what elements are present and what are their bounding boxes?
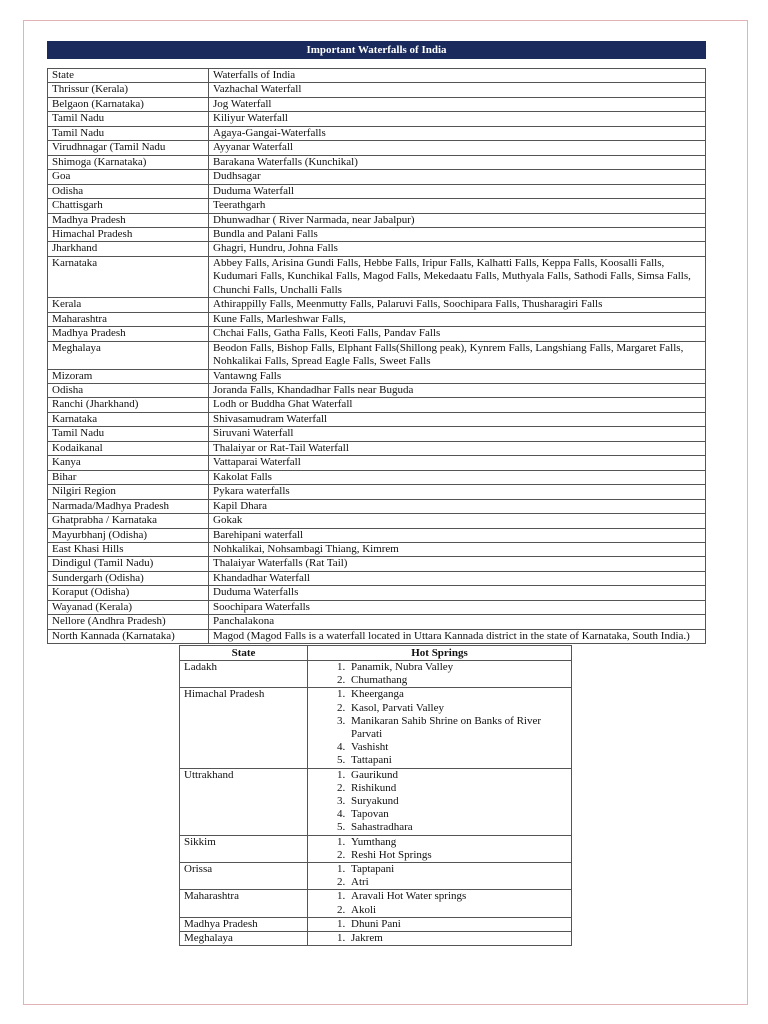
table-row — [48, 456, 706, 470]
list-item: 5. Sahastradhara — [348, 821, 567, 834]
table-row — [48, 341, 706, 369]
table-row — [48, 184, 706, 198]
header-hot-springs: Hot Springs — [308, 646, 572, 661]
waterfalls-table-body — [48, 69, 706, 644]
table-row — [48, 141, 706, 155]
table-row — [180, 835, 572, 862]
waterfalls-cell: Teerathgarh — [209, 199, 706, 213]
table-row — [48, 383, 706, 397]
hot-springs-cell — [308, 863, 572, 890]
table-row — [48, 557, 706, 571]
table-row — [48, 600, 706, 614]
table-row — [48, 256, 706, 297]
state-cell: Thrissur (Kerala) — [48, 83, 209, 97]
table-row — [48, 629, 706, 643]
table-row — [48, 227, 706, 241]
state-cell: Tamil Nadu — [48, 126, 209, 140]
waterfalls-cell: Athirappilly Falls, Meenmutty Falls, Palaruvi Falls, Soochipara Falls, Thusharagiri Falls — [209, 298, 706, 312]
table-row — [48, 312, 706, 326]
state-cell: Kerala — [48, 298, 209, 312]
state-cell: Himachal Pradesh — [48, 227, 209, 241]
list-item: 1. Dhuni Pani — [348, 918, 567, 931]
state-cell: Narmada/Madhya Pradesh — [48, 499, 209, 513]
document-title: Important Waterfalls of India — [47, 41, 706, 59]
table-row — [48, 542, 706, 556]
waterfalls-cell: Agaya-Gangai-Waterfalls — [209, 126, 706, 140]
waterfalls-cell: Barehipani waterfall — [209, 528, 706, 542]
list-item: 2. Reshi Hot Springs — [348, 849, 567, 862]
header-state: State — [180, 646, 308, 661]
state-cell: North Kannada (Karnataka) — [48, 629, 209, 643]
waterfalls-cell: Soochipara Waterfalls — [209, 600, 706, 614]
hot-springs-list — [312, 890, 567, 916]
state-cell: Mizoram — [48, 369, 209, 383]
state-cell: Sikkim — [180, 835, 308, 862]
list-item: 2. Chumathang — [348, 674, 567, 687]
state-cell: Madhya Pradesh — [48, 213, 209, 227]
hot-springs-list — [312, 932, 567, 945]
state-cell: Kodaikanal — [48, 441, 209, 455]
waterfalls-cell: Shivasamudram Waterfall — [209, 412, 706, 426]
hot-springs-list — [312, 863, 567, 889]
list-item: 1. Gaurikund — [348, 769, 567, 782]
waterfalls-cell: Bundla and Palani Falls — [209, 227, 706, 241]
hot-springs-cell — [308, 688, 572, 768]
state-cell: Meghalaya — [48, 341, 209, 369]
table-row — [180, 917, 572, 931]
state-cell: Nilgiri Region — [48, 485, 209, 499]
table-row — [180, 932, 572, 946]
list-item: 1. Kheerganga — [348, 688, 567, 701]
state-cell: Karnataka — [48, 256, 209, 297]
waterfalls-cell: Nohkalikai, Nohsambagi Thiang, Kimrem — [209, 542, 706, 556]
state-cell: Tamil Nadu — [48, 112, 209, 126]
table-row — [180, 768, 572, 835]
table-row — [48, 213, 706, 227]
waterfalls-cell: Joranda Falls, Khandadhar Falls near Buguda — [209, 383, 706, 397]
waterfalls-cell: Vazhachal Waterfall — [209, 83, 706, 97]
table-row — [48, 514, 706, 528]
state-cell: Ranchi (Jharkhand) — [48, 398, 209, 412]
state-cell: Meghalaya — [180, 932, 308, 946]
list-item: 1. Taptapani — [348, 863, 567, 876]
table-row — [48, 126, 706, 140]
state-cell: Ladakh — [180, 661, 308, 688]
list-item: 5. Tattapani — [348, 754, 567, 767]
table-row — [48, 327, 706, 341]
table-row — [48, 298, 706, 312]
hot-springs-list — [312, 836, 567, 862]
state-cell: Tamil Nadu — [48, 427, 209, 441]
table-row — [48, 485, 706, 499]
list-item: 1. Panamik, Nubra Valley — [348, 661, 567, 674]
state-cell: Jharkhand — [48, 242, 209, 256]
list-item: 3. Manikaran Sahib Shrine on Banks of River Parvati — [348, 715, 567, 741]
waterfalls-cell: Kakolat Falls — [209, 470, 706, 484]
state-cell: Wayanad (Kerala) — [48, 600, 209, 614]
waterfalls-table — [47, 68, 706, 644]
state-cell: Koraput (Odisha) — [48, 586, 209, 600]
waterfalls-cell: Vattaparai Waterfall — [209, 456, 706, 470]
table-row — [48, 528, 706, 542]
table-row — [48, 199, 706, 213]
state-cell: Dindigul (Tamil Nadu) — [48, 557, 209, 571]
state-cell: Uttrakhand — [180, 768, 308, 835]
hot-springs-cell — [308, 917, 572, 931]
waterfalls-cell: Kiliyur Waterfall — [209, 112, 706, 126]
waterfalls-cell: Abbey Falls, Arisina Gundi Falls, Hebbe Falls, Iripur Falls, Kalhatti Falls, Keppa Falls, Koosalli Falls, Kudumari Falls, Kunchikal Falls, Magod Falls, Mekedaatu Falls, Muthyala Falls, Sathodi Falls, Simsa Falls, Chunchi Falls, Unchalli Falls — [209, 256, 706, 297]
hot-springs-list — [312, 688, 567, 767]
list-item: 4. Tapovan — [348, 808, 567, 821]
table-row — [48, 412, 706, 426]
header-state: State — [48, 69, 209, 83]
state-cell: Odisha — [48, 184, 209, 198]
table-row — [48, 499, 706, 513]
table-row — [180, 890, 572, 917]
waterfalls-cell: Kune Falls, Marleshwar Falls, — [209, 312, 706, 326]
table-row — [180, 688, 572, 768]
state-cell: Madhya Pradesh — [48, 327, 209, 341]
waterfalls-cell: Chchai Falls, Gatha Falls, Keoti Falls, Pandav Falls — [209, 327, 706, 341]
waterfalls-cell: Vantawng Falls — [209, 369, 706, 383]
state-cell: Maharashtra — [180, 890, 308, 917]
state-cell: Himachal Pradesh — [180, 688, 308, 768]
state-cell: Odisha — [48, 383, 209, 397]
list-item: 2. Kasol, Parvati Valley — [348, 702, 567, 715]
state-cell: Nellore (Andhra Pradesh) — [48, 615, 209, 629]
waterfalls-cell: Magod (Magod Falls is a waterfall located in Uttara Kannada district in the state of Karnataka, South India.) — [209, 629, 706, 643]
table-row — [48, 470, 706, 484]
table-row — [48, 571, 706, 585]
table-header-row — [48, 69, 706, 83]
state-cell: Bihar — [48, 470, 209, 484]
waterfalls-cell: Ayyanar Waterfall — [209, 141, 706, 155]
waterfalls-cell: Gokak — [209, 514, 706, 528]
hot-springs-list — [312, 661, 567, 687]
waterfalls-cell: Barakana Waterfalls (Kunchikal) — [209, 155, 706, 169]
list-item: 1. Aravali Hot Water springs — [348, 890, 567, 903]
waterfalls-cell: Kapil Dhara — [209, 499, 706, 513]
state-cell: Belgaon (Karnataka) — [48, 97, 209, 111]
waterfalls-cell: Dudhsagar — [209, 170, 706, 184]
list-item: 1. Yumthang — [348, 836, 567, 849]
state-cell: Madhya Pradesh — [180, 917, 308, 931]
waterfalls-cell: Thalaiyar or Rat-Tail Waterfall — [209, 441, 706, 455]
hot-springs-table-body — [180, 646, 572, 946]
waterfalls-cell: Khandadhar Waterfall — [209, 571, 706, 585]
state-cell: Karnataka — [48, 412, 209, 426]
table-row — [48, 97, 706, 111]
waterfalls-cell: Beodon Falls, Bishop Falls, Elphant Falls(Shillong peak), Kynrem Falls, Langshiang Falls, Margaret Falls, Nohkalikai Falls, Spread Eagle Falls, Sweet Falls — [209, 341, 706, 369]
waterfalls-cell: Dhunwadhar ( River Narmada, near Jabalpur) — [209, 213, 706, 227]
hot-springs-list — [312, 769, 567, 835]
table-header-row — [180, 646, 572, 661]
waterfalls-cell: Jog Waterfall — [209, 97, 706, 111]
waterfalls-cell: Pykara waterfalls — [209, 485, 706, 499]
waterfalls-cell: Thalaiyar Waterfalls (Rat Tail) — [209, 557, 706, 571]
table-row — [48, 369, 706, 383]
waterfalls-cell: Duduma Waterfalls — [209, 586, 706, 600]
state-cell: Maharashtra — [48, 312, 209, 326]
table-row — [48, 155, 706, 169]
hot-springs-cell — [308, 835, 572, 862]
list-item: 2. Rishikund — [348, 782, 567, 795]
state-cell: Mayurbhanj (Odisha) — [48, 528, 209, 542]
table-row — [180, 661, 572, 688]
hot-springs-cell — [308, 661, 572, 688]
hot-springs-cell — [308, 768, 572, 835]
list-item: 4. Vashisht — [348, 741, 567, 754]
list-item: 1. Jakrem — [348, 932, 567, 945]
state-cell: Shimoga (Karnataka) — [48, 155, 209, 169]
hot-springs-cell — [308, 890, 572, 917]
state-cell: Sundergarh (Odisha) — [48, 571, 209, 585]
state-cell: Virudhnagar (Tamil Nadu — [48, 141, 209, 155]
table-row — [48, 112, 706, 126]
hot-springs-table — [179, 645, 572, 946]
state-cell: Ghatprabha / Karnataka — [48, 514, 209, 528]
hot-springs-list — [312, 918, 567, 931]
state-cell: Chattisgarh — [48, 199, 209, 213]
table-row — [48, 441, 706, 455]
table-row — [48, 427, 706, 441]
table-row — [48, 586, 706, 600]
waterfalls-cell: Panchalakona — [209, 615, 706, 629]
waterfalls-cell: Siruvani Waterfall — [209, 427, 706, 441]
table-row — [48, 83, 706, 97]
header-waterfalls: Waterfalls of India — [209, 69, 706, 83]
state-cell: Goa — [48, 170, 209, 184]
waterfalls-cell: Duduma Waterfall — [209, 184, 706, 198]
table-row — [48, 170, 706, 184]
state-cell: East Khasi Hills — [48, 542, 209, 556]
hot-springs-cell — [308, 932, 572, 946]
list-item: 2. Atri — [348, 876, 567, 889]
table-row — [48, 398, 706, 412]
list-item: 2. Akoli — [348, 904, 567, 917]
list-item: 3. Suryakund — [348, 795, 567, 808]
table-row — [48, 242, 706, 256]
table-row — [48, 615, 706, 629]
table-row — [180, 863, 572, 890]
state-cell: Kanya — [48, 456, 209, 470]
state-cell: Orissa — [180, 863, 308, 890]
waterfalls-cell: Ghagri, Hundru, Johna Falls — [209, 242, 706, 256]
waterfalls-cell: Lodh or Buddha Ghat Waterfall — [209, 398, 706, 412]
